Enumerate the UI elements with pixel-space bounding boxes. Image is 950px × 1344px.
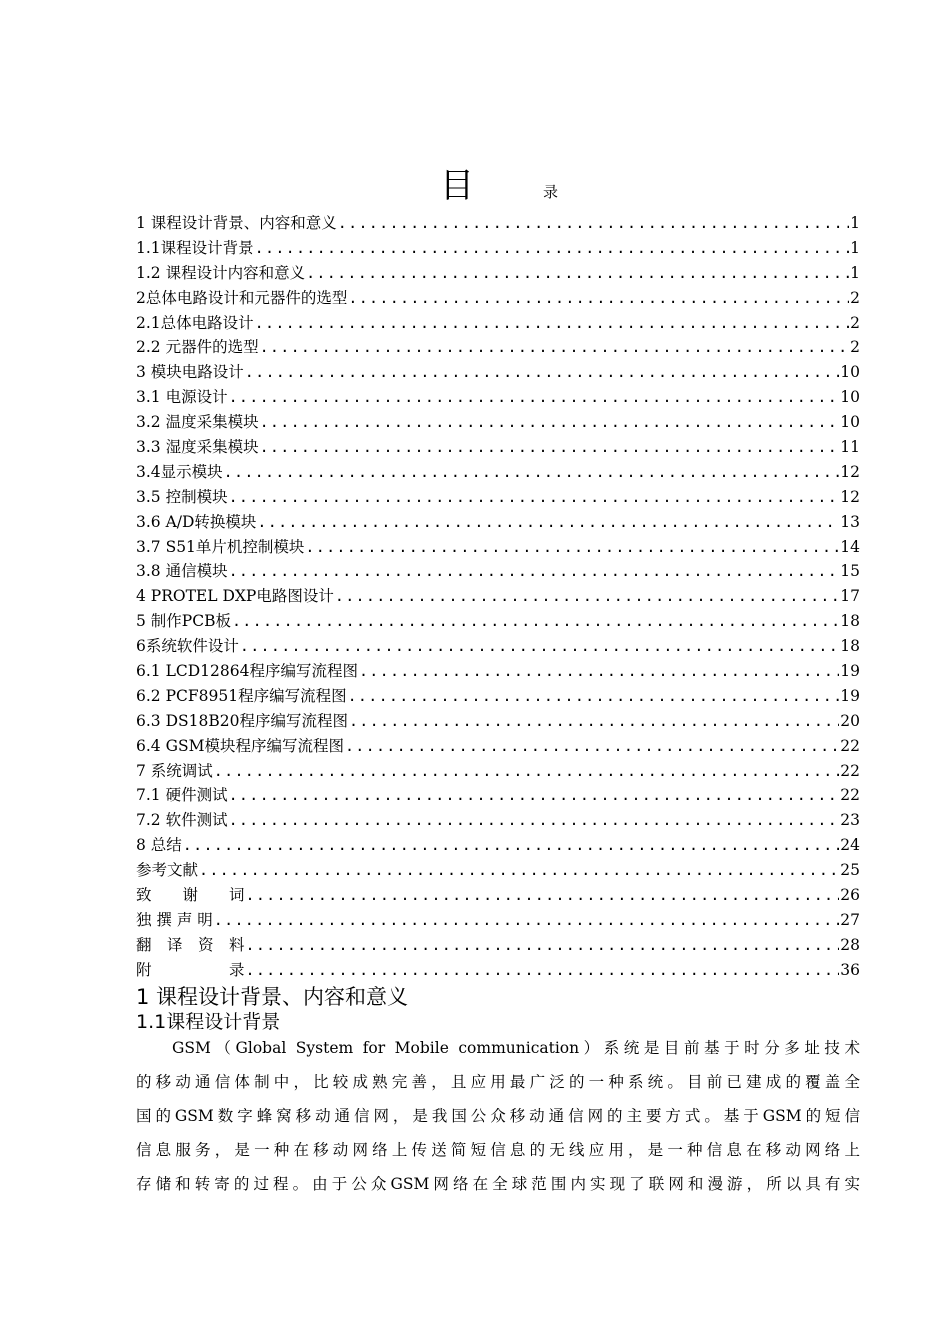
toc-leader-dots	[199, 858, 839, 883]
toc-entry[interactable]	[136, 435, 860, 460]
toc-entry-label[interactable]: 1 课程设计背景、内容和意义	[136, 214, 337, 232]
toc-leader-dots	[214, 908, 839, 933]
toc-entry-page: 12	[840, 487, 860, 506]
toc-leader-dots	[345, 734, 839, 759]
toc-entry-page: 12	[840, 462, 860, 481]
toc-leader-dots	[229, 783, 840, 808]
toc-leader-dots	[246, 933, 840, 958]
toc-entry-label[interactable]: 2.1总体电路设计	[136, 313, 254, 332]
toc-entry[interactable]	[136, 286, 860, 311]
toc-entry-page: 10	[840, 388, 860, 407]
toc-leader-dots	[229, 559, 840, 584]
toc-leader-dots	[260, 435, 840, 460]
toc-leader-dots	[260, 410, 840, 435]
toc-leader-dots	[183, 833, 839, 858]
paragraph-line: 国的GSM数字蜂窝移动通信网，是我国公众移动通信网的主要方式。基于GSM的短信	[136, 1107, 860, 1125]
toc-entry-label[interactable]: 5 制作PCB板	[136, 612, 231, 631]
toc-leader-dots	[240, 634, 839, 659]
toc-entry-page: 18	[840, 637, 860, 656]
paragraph-line: 存储和转寄的过程。由于公众GSM网络在全球范围内实现了联网和漫游，所以具有实	[136, 1175, 860, 1193]
toc-entry-page: 19	[840, 662, 860, 681]
toc-entry-label[interactable]: 翻 译 资 料	[136, 935, 245, 954]
toc-entry-label[interactable]: 4 PROTEL DXP电路图设计	[136, 587, 334, 606]
toc-entry[interactable]	[136, 734, 860, 759]
toc-title	[0, 164, 950, 214]
toc-entry-page: 22	[840, 736, 860, 755]
toc-entry[interactable]	[136, 410, 860, 435]
toc-entry[interactable]	[136, 360, 860, 385]
toc-leader-dots	[306, 261, 849, 286]
toc-entry[interactable]	[136, 460, 860, 485]
toc-entry-label[interactable]: 附 录	[136, 960, 245, 979]
toc-entry-label[interactable]: 致 谢 词	[136, 886, 245, 905]
toc-entry[interactable]	[136, 709, 860, 734]
toc-entry[interactable]	[136, 385, 860, 410]
toc-entry-page: 23	[840, 811, 860, 830]
toc-leader-dots	[349, 709, 839, 734]
toc-entry[interactable]	[136, 510, 860, 535]
toc-entry-label[interactable]: 3 模块电路设计	[136, 363, 244, 382]
toc-entry-label[interactable]: 3.4显示模块	[136, 462, 223, 481]
toc-entry-page: 2	[850, 313, 860, 332]
toc-leader-dots	[229, 385, 840, 410]
toc-entry[interactable]	[136, 833, 860, 858]
toc-leader-dots	[255, 311, 849, 336]
toc-leader-dots	[229, 485, 840, 510]
toc-entry-page: 20	[840, 711, 860, 730]
toc-entry-page: 26	[840, 886, 860, 905]
toc-leader-dots	[359, 659, 839, 684]
toc-leader-dots	[260, 335, 850, 360]
toc-entry-page: 28	[840, 935, 860, 954]
toc-title-char-2: 录	[543, 183, 559, 201]
toc-entry[interactable]	[136, 958, 860, 983]
toc-leader-dots	[338, 211, 849, 236]
toc-entry-label[interactable]: 参考文献	[136, 861, 199, 880]
toc-entry[interactable]	[136, 311, 860, 336]
toc-entry-page: 11	[840, 438, 860, 457]
toc-entry-label[interactable]: 3.3 湿度采集模块	[136, 438, 259, 457]
paragraph-line: 的移动通信体制中，比较成熟完善，且应用最广泛的一种系统。目前已建成的覆盖全	[136, 1073, 860, 1091]
toc-entry-label[interactable]: 3.2 温度采集模块	[136, 413, 259, 432]
toc-entry-page: 1	[850, 263, 860, 282]
toc-entry[interactable]	[136, 808, 860, 833]
toc-leader-dots	[305, 535, 839, 560]
toc-entry[interactable]	[136, 883, 860, 908]
toc-entry-label[interactable]: 6.3 DS18B20程序编写流程图	[136, 711, 348, 730]
toc-leader-dots	[335, 584, 839, 609]
toc-leader-dots	[246, 883, 840, 908]
toc-entry-page: 10	[840, 363, 860, 382]
toc-entry-page: 1	[850, 238, 860, 257]
toc-entry[interactable]	[136, 908, 860, 933]
toc-entry[interactable]	[136, 759, 860, 784]
toc-entry-label[interactable]: 3.5 控制模块	[136, 487, 228, 506]
toc-entry-page: 2	[850, 288, 860, 307]
toc-entry-page: 13	[840, 512, 860, 531]
toc-leader-dots	[255, 236, 849, 261]
paragraph-line: 信息服务，是一种在移动网络上传送简短信息的无线应用，是一种信息在移动网络上	[136, 1141, 860, 1159]
toc-entry-label[interactable]: 1.2 课程设计内容和意义	[136, 263, 306, 282]
toc-entry-page: 22	[840, 786, 860, 805]
toc-entry-label[interactable]: 7.1 硬件测试	[136, 786, 228, 805]
toc-title-char-1: 目	[440, 166, 474, 206]
toc-entry[interactable]	[136, 335, 860, 360]
toc-entry[interactable]	[136, 933, 860, 958]
toc-entry[interactable]	[136, 659, 860, 684]
toc-entry-label[interactable]: 独 撰 声 明	[136, 910, 213, 929]
toc-entry[interactable]	[136, 236, 860, 261]
toc-entry-page: 27	[840, 910, 860, 929]
toc-entry[interactable]	[136, 559, 860, 584]
section-heading: 1 课程设计背景、内容和意义	[136, 985, 409, 1009]
toc-entry-label[interactable]: 1.1课程设计背景	[136, 238, 254, 257]
table-of-contents	[136, 211, 860, 983]
toc-entry-page: 17	[840, 587, 860, 606]
toc-entry-label[interactable]: 6.4 GSM模块程序编写流程图	[136, 736, 344, 755]
toc-entry[interactable]	[136, 634, 860, 659]
toc-entry-label[interactable]: 6.1 LCD12864程序编写流程图	[136, 662, 358, 681]
toc-entry-page: 15	[840, 562, 860, 581]
toc-entry[interactable]	[136, 211, 860, 236]
toc-entry-label[interactable]: 3.8 通信模块	[136, 562, 228, 581]
toc-entry[interactable]	[136, 485, 860, 510]
toc-leader-dots	[224, 460, 840, 485]
toc-entry-page: 19	[840, 686, 860, 705]
toc-leader-dots	[348, 684, 840, 709]
toc-entry-page: 14	[840, 537, 860, 556]
toc-entry-page: 24	[840, 836, 860, 855]
toc-entry-page: 1	[850, 214, 860, 232]
toc-entry[interactable]	[136, 858, 860, 883]
body-paragraph	[136, 1031, 860, 1201]
toc-leader-dots	[229, 808, 840, 833]
toc-entry-label[interactable]: 3.7 S51单片机控制模块	[136, 537, 305, 556]
toc-entry[interactable]	[136, 535, 860, 560]
toc-entry-label[interactable]: 7 系统调试	[136, 761, 213, 780]
toc-entry-label[interactable]: 3.6 A/D转换模块	[136, 512, 257, 531]
subsection-heading: 1.1课程设计背景	[136, 1011, 281, 1033]
toc-entry[interactable]	[136, 783, 860, 808]
toc-entry-page: 36	[840, 960, 860, 979]
toc-leader-dots	[245, 360, 839, 385]
toc-entry-page: 25	[840, 861, 860, 880]
toc-entry[interactable]	[136, 261, 860, 286]
toc-entry-label[interactable]: 6.2 PCF8951程序编写流程图	[136, 686, 347, 705]
toc-entry-page: 18	[840, 612, 860, 631]
paragraph-line: GSM（Global System for Mobile communication）系统是目前基于时分多址技术	[172, 1039, 860, 1057]
toc-entry-label[interactable]: 2.2 元器件的选型	[136, 338, 259, 357]
toc-entry[interactable]	[136, 584, 860, 609]
toc-entry-page: 22	[840, 761, 860, 780]
toc-leader-dots	[348, 286, 849, 311]
toc-entry-label[interactable]: 3.1 电源设计	[136, 388, 228, 407]
toc-leader-dots	[232, 609, 839, 634]
toc-leader-dots	[246, 958, 840, 983]
toc-leader-dots	[257, 510, 839, 535]
toc-entry-page: 2	[850, 338, 860, 357]
toc-entry[interactable]	[136, 609, 860, 634]
toc-entry[interactable]	[136, 684, 860, 709]
toc-entry-page: 10	[840, 413, 860, 432]
toc-entry-label[interactable]: 6系统软件设计	[136, 637, 239, 656]
toc-entry-label[interactable]: 8 总结	[136, 836, 182, 855]
toc-leader-dots	[214, 759, 839, 784]
toc-entry-label[interactable]: 2总体电路设计和元器件的选型	[136, 288, 348, 307]
toc-entry-label[interactable]: 7.2 软件测试	[136, 811, 228, 830]
